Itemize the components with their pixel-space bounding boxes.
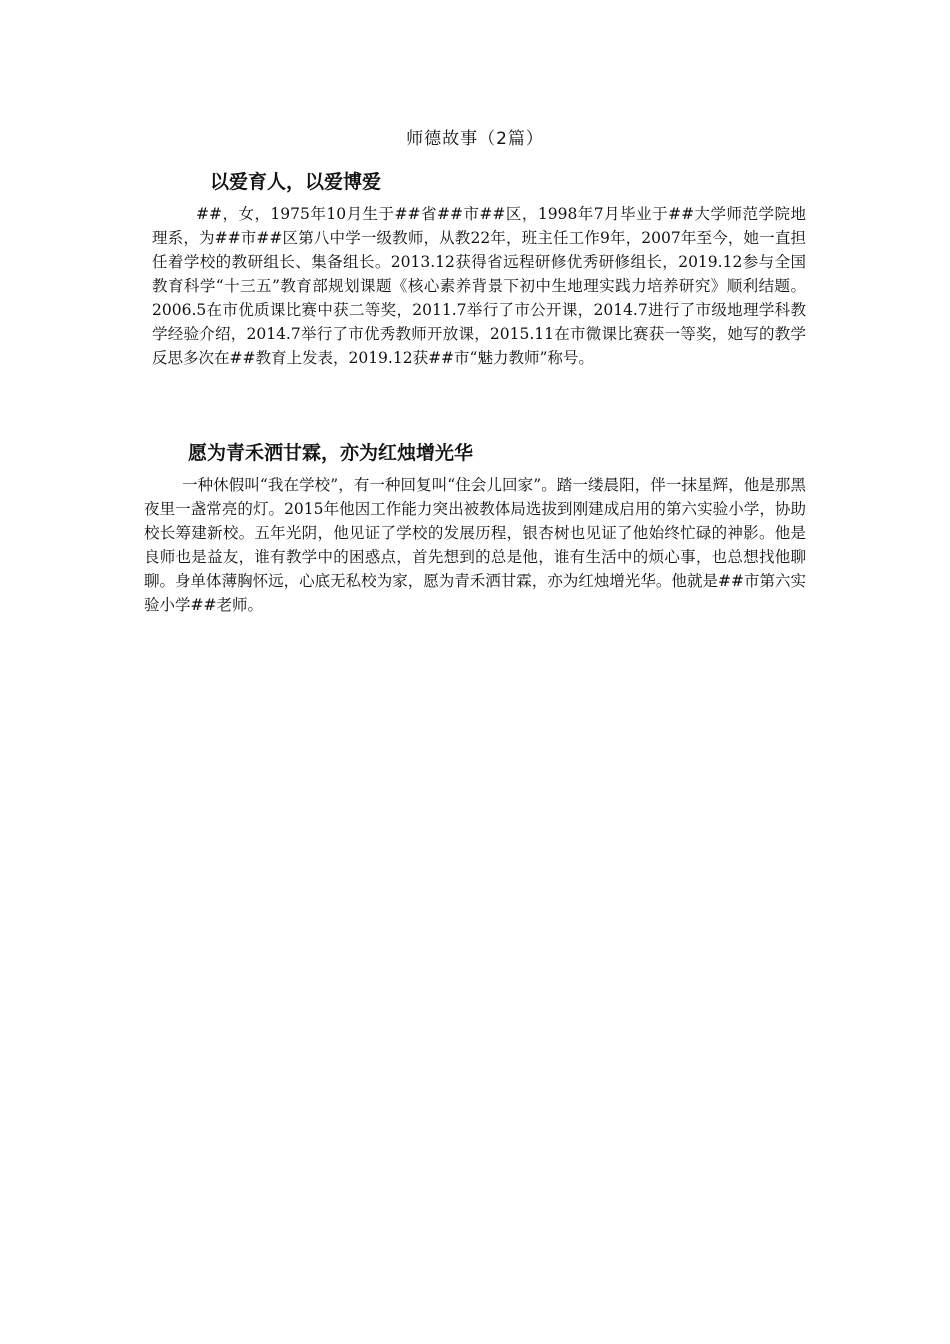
story-body-2: 一种休假叫“我在学校”，有一种回复叫“住会儿回家”。踏一缕晨阳，伴一抹星辉，他是那黑夜里一盏常亮的灯。2015年他因工作能力突出被教体局选拔到刚建成启用的第六实验小学，协助校长筹建新校。五年光阴，他见证了学校的发展历程，银杏树也见证了他始终忙碌的神影。他是良师也是益友，谁有教学中的困惑点，首先想到的总是他，谁有生活中的烦心事，也总想找他聊聊。身单体薄胸怀远，心底无私校为家，愿为青禾洒甘霖，亦为红烛增光华。他就是##市第六实验小学##老师。 <box>144 476 806 614</box>
story-heading-2: 愿为青禾洒甘霖，亦为红烛增光华 <box>188 442 474 464</box>
story-heading-1: 以爱育人，以爱博爱 <box>210 171 382 193</box>
story-section-2 <box>144 441 806 617</box>
document-title: 师德故事（2篇） <box>406 129 544 149</box>
story-section-1 <box>144 170 806 370</box>
story-body-1: ##，女，1975年10月生于##省##市##区，1998年7月毕业于##大学师范学院地理系，为##市##区第八中学一级教师，从教22年，班主任工作9年，2007年至今，她一直担任着学校的教研组长、集备组长。2013.12获得省远程研修优秀研修组长，2019.12参与全国教育科学“十三五”教育部规划课题《核心素养背景下初中生地理实践力培养研究》顺利结题。2006.5在市优质课比赛中获二等奖，2011.7举行了市公开课，2014.7进行了市级地理学科教学经验介绍，2014.7举行了市优秀教师开放课，2015.11在市微课比赛获一等奖，她写的教学反思多次在##教育上发表，2019.12获##市“魅力教师”称号。 <box>152 205 806 367</box>
